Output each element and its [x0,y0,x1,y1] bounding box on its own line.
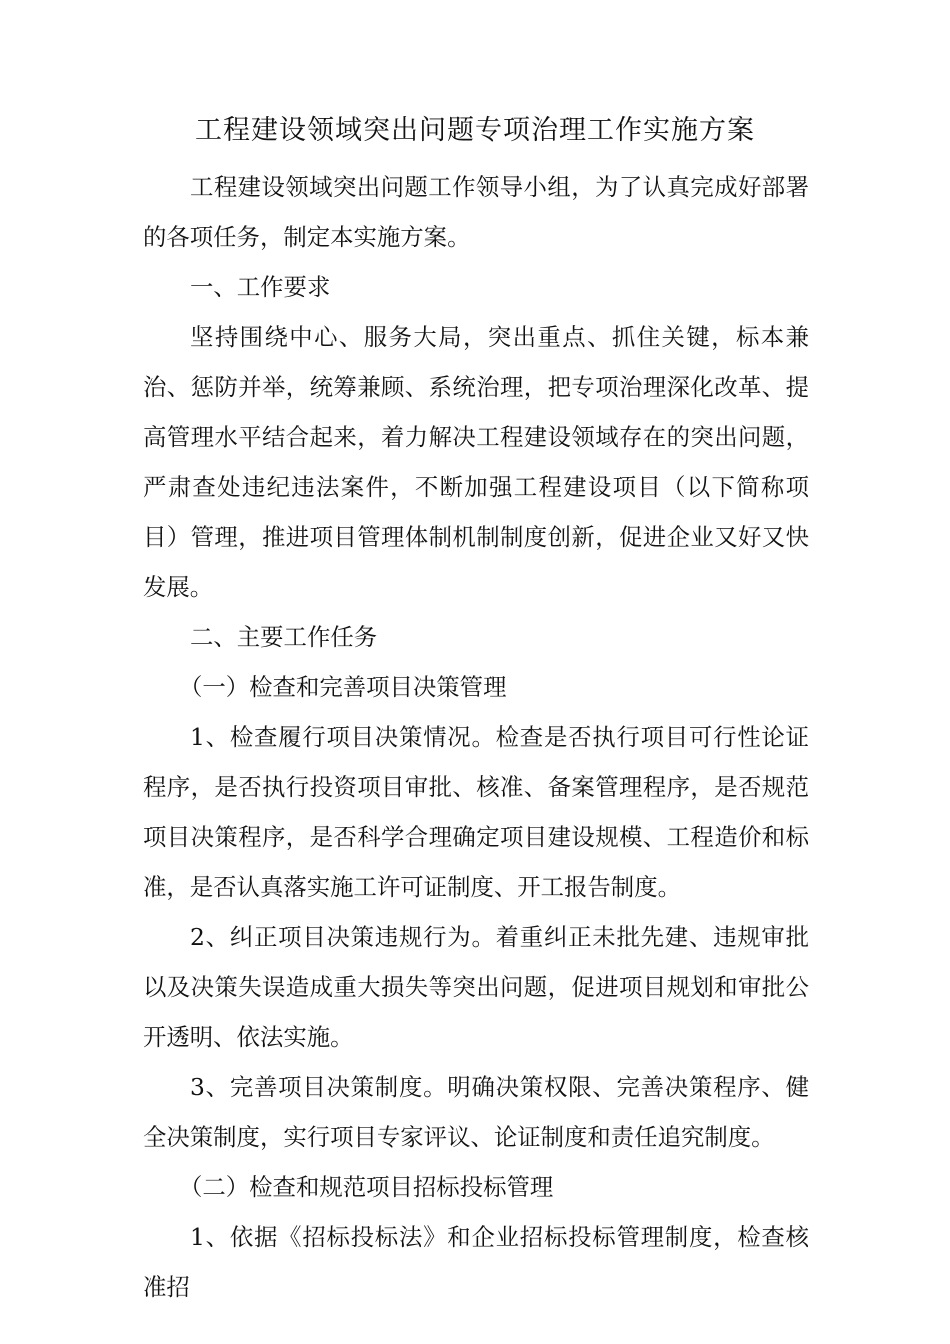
list-item-paragraph: 2、纠正项目决策违规行为。着重纠正未批先建、违规审批以及决策失误造成重大损失等突出问题，促进项目规划和审批公开透明、依法实施。 [143,923,809,1051]
subsection-heading-decision-management: （一）检查和完善项目决策管理 [179,673,507,701]
document-body [143,162,809,1312]
section-heading-work-requirements: 一、工作要求 [190,273,331,301]
work-requirements-paragraph: 坚持围绕中心、服务大局，突出重点、抓住关键，标本兼治、惩防并举，统筹兼顾、系统治理，把专项治理深化改革、提高管理水平结合起来，着力解决工程建设领域存在的突出问题，严肃查处违纪违法案件，不断加强工程建设项目（以下简称项目）管理，推进项目管理体制机制制度创新，促进企业又好又快发展。 [143,323,809,601]
document-title: 工程建设领域突出问题专项治理工作实施方案 [195,115,755,146]
intro-paragraph: 工程建设领域突出问题工作领导小组，为了认真完成好部署的各项任务，制定本实施方案。 [143,173,809,251]
subsection-heading-bidding-management: （二）检查和规范项目招标投标管理 [179,1173,554,1201]
list-item-paragraph: 3、完善项目决策制度。明确决策权限、完善决策程序、健全决策制度，实行项目专家评议、论证制度和责任追究制度。 [143,1073,809,1151]
list-item-paragraph: 1、依据《招标投标法》和企业招标投标管理制度，检查核准招 [143,1223,809,1301]
section-heading-main-tasks: 二、主要工作任务 [190,623,378,651]
list-item-paragraph: 1、检查履行项目决策情况。检查是否执行项目可行性论证程序，是否执行投资项目审批、核准、备案管理程序，是否规范项目决策程序，是否科学合理确定项目建设规模、工程造价和标准，是否认真落实施工许可证制度、开工报告制度。 [143,723,809,901]
